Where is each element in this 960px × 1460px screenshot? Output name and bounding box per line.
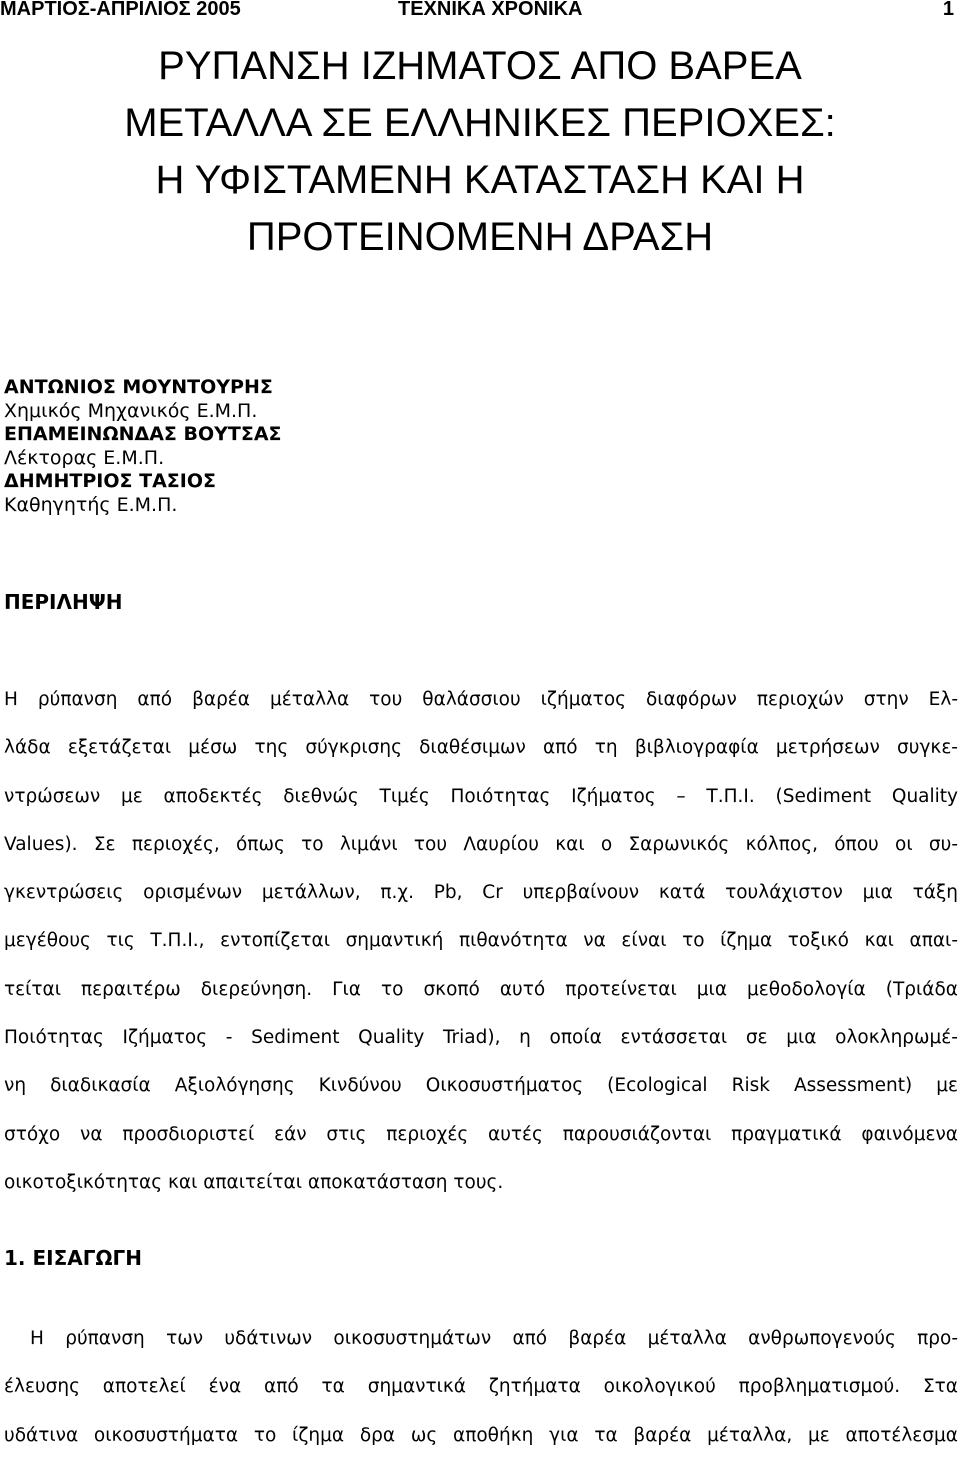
title-line: ΡΥΠΑΝΣΗ ΙΖΗΜΑΤΟΣ ΑΠΟ ΒΑΡΕΑ [158,44,802,88]
title-line: ΠΡΟΤΕΙΝΟΜΕΝΗ ΔΡΑΣΗ [246,215,714,259]
abstract-line: Values). Σε περιοχές, όπως το λιμάνι του Λαυρίου και ο Σαρωνικός κόλπος, όπου οι συ- [4,833,958,855]
abstract-line: οικοτοξικότητας και απαιτείται αποκατάσταση τους. [4,1171,504,1193]
abstract-line: λάδα εξετάζεται μέσω της σύγκρισης διαθέσιμων από τη βιβλιογραφία μετρήσεων συγκε- [4,737,958,759]
abstract-line: Η ρύπανση από βαρέα μέταλλα του θαλάσσιου ιζήματος διαφόρων περιοχών στην Ελ- [4,689,958,710]
author-list [4,376,282,517]
introduction-heading: 1. ΕΙΣΑΓΩΓΗ [4,1246,142,1270]
author-affiliation: Λέκτορας Ε.Μ.Π. [4,446,165,469]
author-affiliation: Χημικός Μηχανικός Ε.Μ.Π. [4,399,258,422]
title-line: ΜΕΤΑΛΛΑ ΣΕ ΕΛΛΗΝΙΚΕΣ ΠΕΡΙΟΧΕΣ: [124,101,836,145]
paper-title [0,38,960,266]
abstract-line: στόχο να προσδιοριστεί εάν στις περιοχές αυτές παρουσιάζονται πραγματικά φαινόμενα [4,1123,958,1145]
header-issue-date: ΜΑΡΤΙΟΣ-ΑΠΡΙΛΙΟΣ 2005 [0,0,241,20]
abstract-paragraph [4,676,958,1207]
author-affiliation: Καθηγητής Ε.Μ.Π. [4,493,178,516]
header-page-number: 1 [942,0,954,20]
header-journal-name: ΤΕΧΝΙΚΑ ΧΡΟΝΙΚΑ [398,0,583,20]
abstract-line: νη διαδικασία Αξιολόγησης Κινδύνου Οικοσυστήματος (Ecological Risk Assessment) με [4,1075,958,1097]
running-header [0,0,960,24]
author-name: ΕΠΑΜΕΙΝΩΝΔΑΣ ΒΟΥΤΣΑΣ [4,423,282,445]
abstract-line: Ποιότητας Ιζήματος - Sediment Quality Triad), η οποία εντάσσεται σε μια ολοκληρωμέ- [4,1027,958,1049]
abstract-heading: ΠΕΡΙΛΗΨΗ [4,590,123,614]
introduction-line: Η ρύπανση των υδάτινων οικοσυστημάτων από βαρέα μέταλλα ανθρωπογενούς προ- [30,1328,958,1349]
abstract-line: τείται περαιτέρω διερεύνηση. Για το σκοπό αυτό προτείνεται μια μεθοδολογία (Τριάδα [4,978,958,1000]
abstract-line: ντρώσεων με αποδεκτές διεθνώς Τιμές Ποιότητας Ιζήματος – Τ.Π.Ι. (Sediment Quality [4,785,958,807]
abstract-line: γκεντρώσεις ορισμένων μετάλλων, π.χ. Pb, Cr υπερβαίνουν κατά τουλάχιστον μια τάξη [4,882,958,904]
abstract-line: μεγέθους τις Τ.Π.Ι., εντοπίζεται σημαντική πιθανότητα να είναι το ίζημα τοξικό και απαι- [4,930,958,952]
author-name: ΑΝΤΩΝΙΟΣ ΜΟΥΝΤΟΥΡΗΣ [4,376,273,398]
introduction-paragraph [4,1315,958,1460]
introduction-line: έλευσης αποτελεί ένα από τα σημαντικά ζητήματα οικολογικού προβληματισμού. Στα [4,1376,958,1398]
introduction-line: υδάτινα οικοσυστήματα το ίζημα δρα ως αποθήκη για τα βαρέα μέταλλα, με αποτέλεσμα [4,1424,958,1446]
title-line: Η ΥΦΙΣΤΑΜΕΝΗ ΚΑΤΑΣΤΑΣΗ ΚΑΙ Η [155,158,805,202]
author-name: ΔΗΜΗΤΡΙΟΣ ΤΑΣΙΟΣ [4,470,216,492]
